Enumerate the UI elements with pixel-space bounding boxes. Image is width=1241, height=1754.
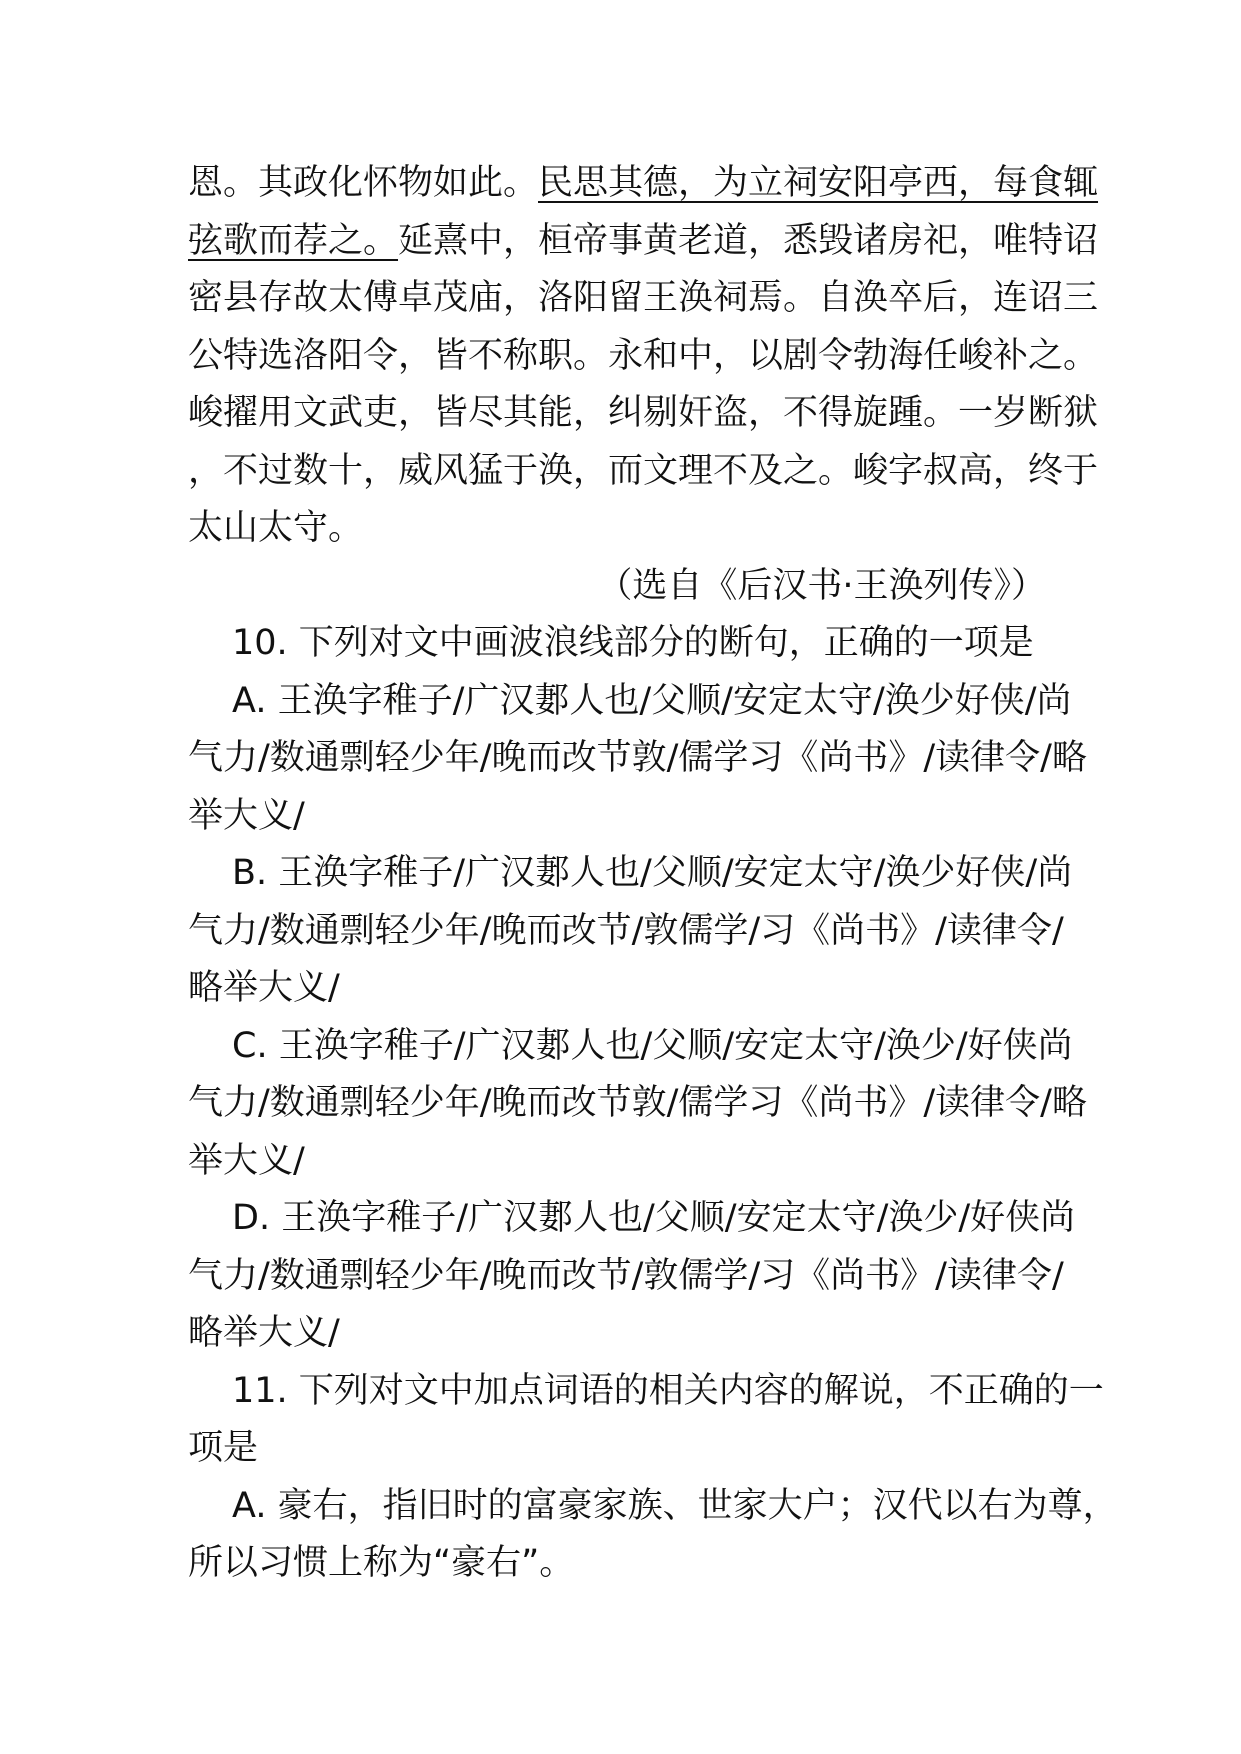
passage-line-4: 公特选洛阳令，皆不称职。永和中，以剧令勃海任峻补之。: [188, 335, 1099, 376]
q10-option-c-line-2: 气力/数通剽轻少年/晚而改节敦/儒学习《尚书》/读律令/略: [188, 1083, 1087, 1123]
passage-line-6: ，不过数十，威风猛于涣，而文理不及之。峻字叔高，终于: [188, 450, 1099, 491]
question-11-stem-line-1: 11. 下列对文中加点词语的相关内容的解说，不正确的一: [232, 1370, 1104, 1411]
passage-source: （选自《后汉书·王涣列传》）: [597, 565, 1046, 606]
q10-option-d-line-2: 气力/数通剽轻少年/晚而改节/敦儒学/习《尚书》/读律令/: [188, 1255, 1064, 1296]
q10-option-b-line-1: B. 王涣字稚子/广汉郪人也/父顺/安定太守/涣少好侠/尚: [232, 853, 1073, 893]
document-body: [188, 155, 1118, 1593]
passage-line-1: [188, 155, 1099, 213]
underlined-sentence: 弦歌而荐之。: [188, 220, 399, 261]
q10-option-d-line-3: 略举大义/: [188, 1313, 340, 1353]
q10-option-c-line-1: C. 王涣字稚子/广汉郪人也/父顺/安定太守/涣少/好侠尚: [232, 1025, 1073, 1066]
question-10-stem: 10. 下列对文中画波浪线部分的断句，正确的一项是: [232, 623, 1034, 663]
passage-line-3: 密县存故太傅卓茂庙，洛阳留王涣祠焉。自涣卒后，连诏三: [188, 278, 1099, 318]
q11-option-a-line-2: 所以习惯上称为“豪右”。: [188, 1543, 575, 1583]
underlined-sentence: 民思其德，为立祠安阳亭西，每食辄: [538, 163, 1099, 203]
passage-text: 延熹中，桓帝事黄老道，悉毁诸房祀，唯特诏: [398, 220, 1099, 261]
passage-line-5: 峻擢用文武吏，皆尽其能，纠剔奸盗，不得旋踵。一岁断狱: [188, 393, 1099, 433]
q10-option-d-line-1: D. 王涣字稚子/广汉郪人也/父顺/安定太守/涣少/好侠尚: [232, 1198, 1076, 1238]
q10-option-b-line-2: 气力/数通剽轻少年/晚而改节/敦儒学/习《尚书》/读律令/: [188, 910, 1064, 951]
passage-line-2: [188, 213, 1099, 271]
q10-option-a-line-3: 举大义/: [188, 795, 305, 836]
q10-option-c-line-3: 举大义/: [188, 1140, 305, 1181]
passage-line-7: 太山太守。: [188, 508, 364, 548]
q10-option-a-line-2: 气力/数通剽轻少年/晚而改节敦/儒学习《尚书》/读律令/略: [188, 738, 1087, 778]
q10-option-b-line-3: 略举大义/: [188, 968, 340, 1008]
passage-text: 恩。其政化怀物如此。: [188, 163, 539, 203]
q10-option-a-line-1: A. 王涣字稚子/广汉郪人也/父顺/安定太守/涣少好侠/尚: [232, 680, 1072, 721]
q11-option-a-line-1: A. 豪右，指旧时的富豪家族、世家大户；汉代以右为尊，: [232, 1485, 1118, 1526]
question-11-stem-line-2: 项是: [188, 1428, 259, 1468]
